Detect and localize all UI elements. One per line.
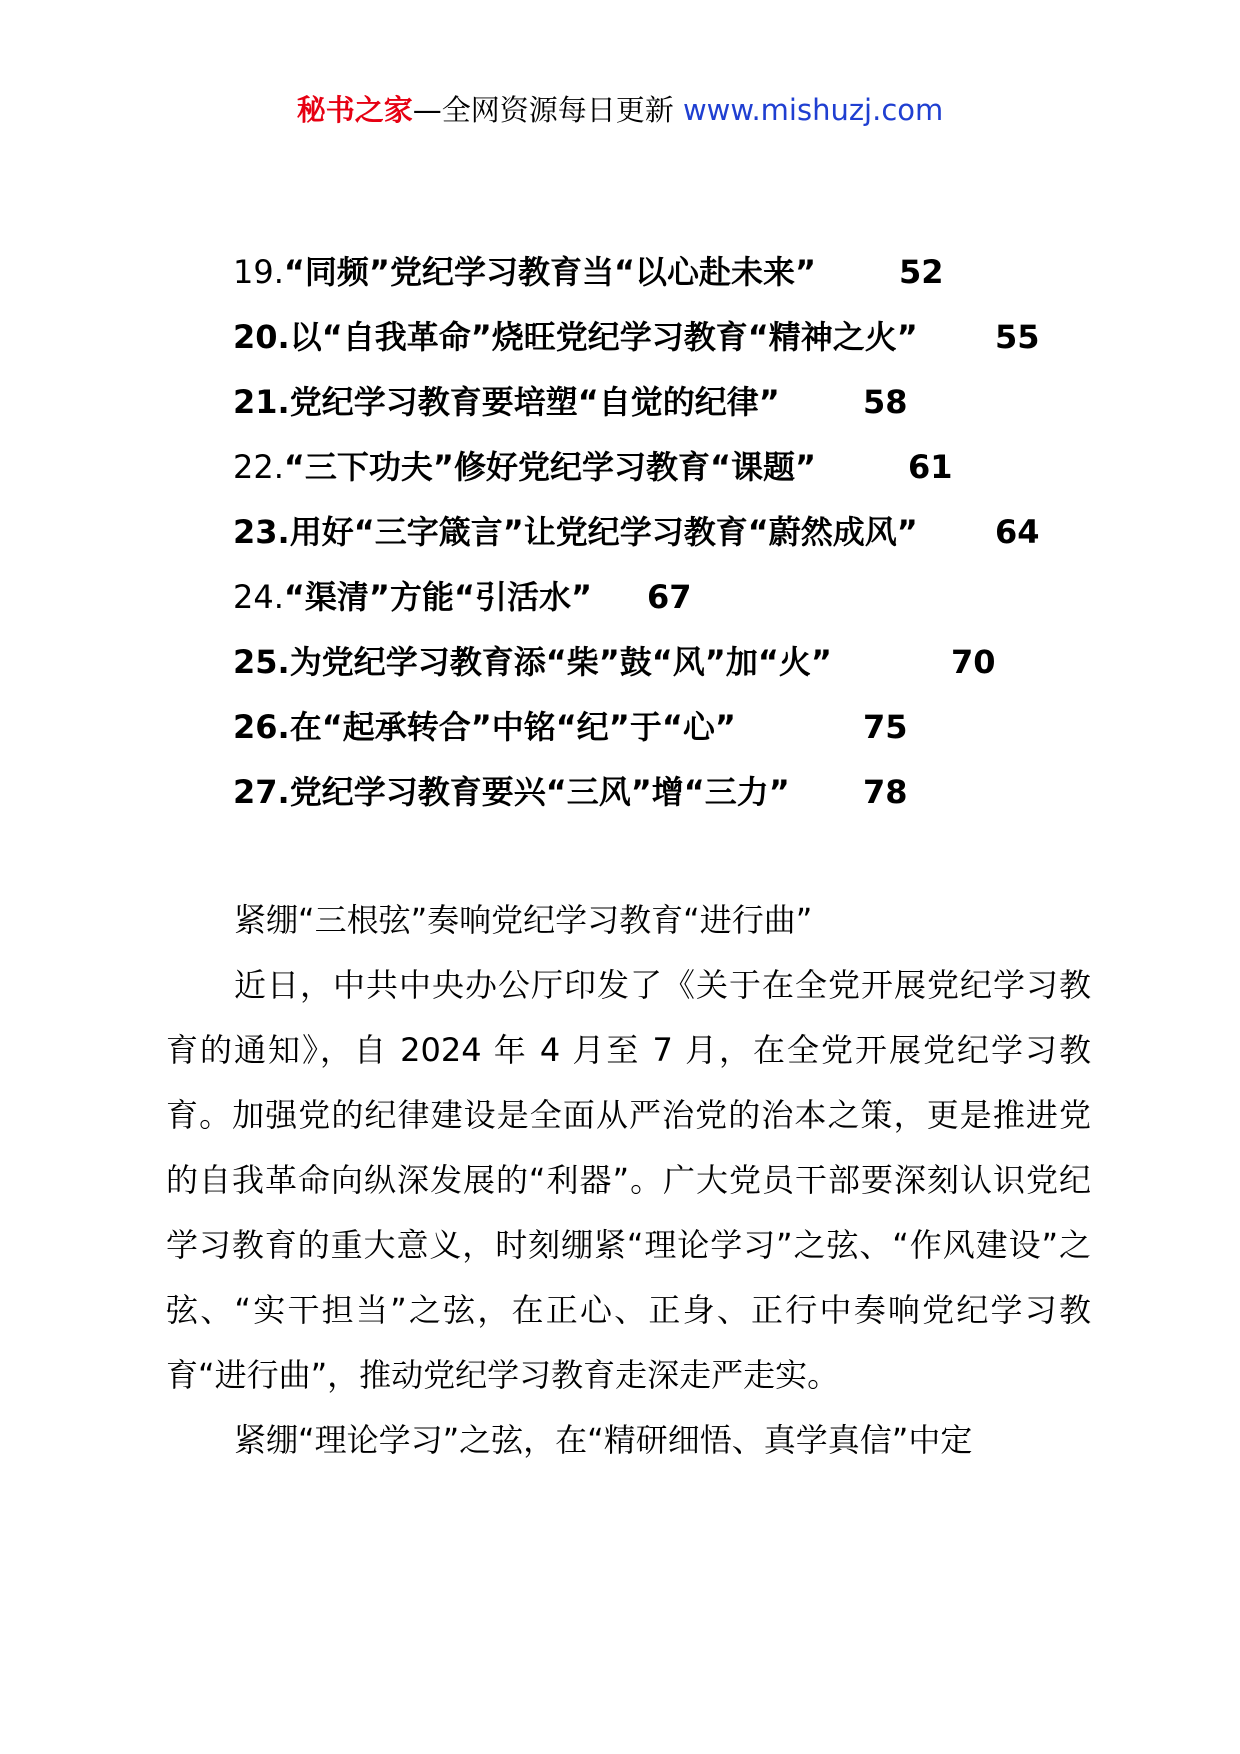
toc-item-page: 75 [863,708,908,746]
toc-item-page: 78 [863,773,908,811]
toc-item-number: 27. [233,773,290,811]
article-paragraph-2: 紧绷“理论学习”之弦，在“精研细悟、真学真信”中定 [234,1421,973,1459]
toc-item-24[interactable] [233,565,1133,630]
toc-item-21[interactable] [233,370,1133,435]
toc-item-page: 70 [951,643,996,681]
header-tagline: —全网资源每日更新 [412,93,674,127]
article-paragraph-1: 近日，中共中央办公厅印发了《关于在全党开展党纪学习教育的通知》，自 2024 年 4 月至 7 月，在全党开展党纪学习教育。加强党的纪律建设是全面从严治党的治本之策，更是推进党的自我革命向纵深发展的“利器”。广大党员干部要深刻认识党纪学习教育的重大意义，时刻绷紧“理论学习”之弦、“作风建设”之弦、“实干担当”之弦，在正心、正身、正行中奏响党纪学习教育“进行曲”，推动党纪学习教育走深走严走实。 [166,966,1091,1394]
toc-item-page: 52 [899,253,944,291]
toc-item-title: “渠清”方能“引活水” [283,578,593,616]
toc-item-number: 26. [233,708,290,746]
toc-item-26[interactable] [233,695,1133,760]
toc-item-title: 用好“三字箴言”让党纪学习教育“蔚然成风” [289,513,918,551]
toc-item-number: 24. [233,578,284,616]
toc-item-page: 64 [995,513,1040,551]
toc-item-number: 20. [233,318,290,356]
toc-item-25[interactable] [233,630,1133,695]
toc-item-title: 在“起承转合”中铭“纪”于“心” [289,708,736,746]
toc-item-title: 党纪学习教育要兴“三风”增“三力” [289,773,790,811]
toc-item-22[interactable] [233,435,1133,500]
toc-item-title: 党纪学习教育要培塑“自觉的纪律” [289,383,780,421]
toc-item-page: 61 [908,448,953,486]
toc-item-number: 19. [233,253,284,291]
toc-item-number: 21. [233,383,290,421]
toc-item-title: “同频”党纪学习教育当“以心赴未来” [283,253,817,291]
page-header [0,88,1240,132]
article-body [166,888,1091,1473]
table-of-contents [233,240,1133,825]
header-brand: 秘书之家 [296,93,413,127]
toc-item-title: 以“自我革命”烧旺党纪学习教育“精神之火” [289,318,918,356]
toc-item-number: 23. [233,513,290,551]
toc-item-page: 67 [647,578,692,616]
toc-item-number: 25. [233,643,290,681]
header-url-link[interactable]: www.mishuzj.com [682,93,944,127]
toc-item-page: 55 [995,318,1040,356]
toc-item-page: 58 [863,383,908,421]
toc-item-number: 22. [233,448,284,486]
toc-item-title: 为党纪学习教育添“柴”鼓“风”加“火” [289,643,832,681]
article-title: 紧绷“三根弦”奏响党纪学习教育“进行曲” [234,901,813,939]
toc-item-27[interactable] [233,760,1133,825]
toc-item-23[interactable] [233,500,1133,565]
toc-item-19[interactable] [233,240,1133,305]
toc-item-20[interactable] [233,305,1133,370]
toc-item-title: “三下功夫”修好党纪学习教育“课题” [283,448,817,486]
